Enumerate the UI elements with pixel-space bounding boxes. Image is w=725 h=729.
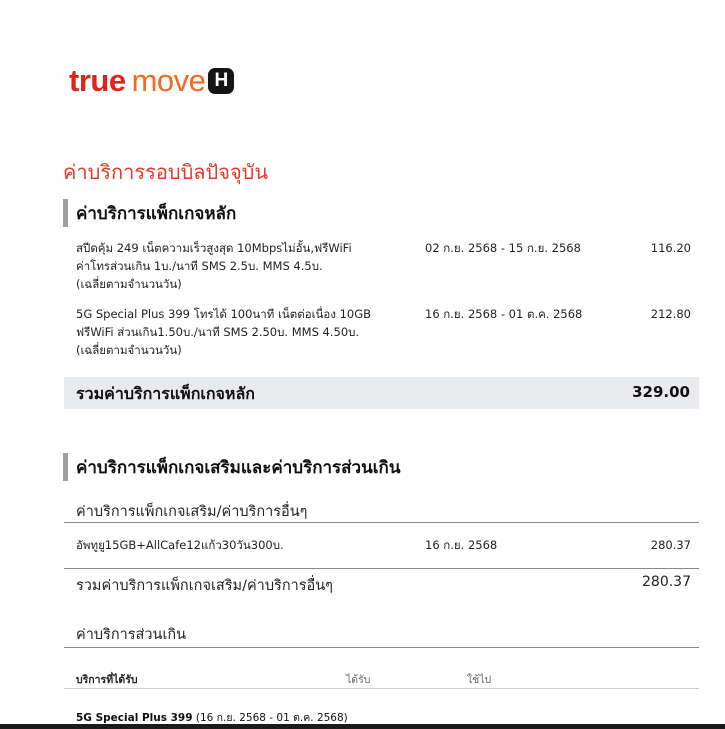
section-accent-bar — [63, 199, 68, 227]
divider — [64, 647, 699, 648]
addon-description: อัพทูยู15GB+AllCafe12แก้ว30วัน300บ. — [76, 538, 284, 552]
package-desc-line: ฟรีWiFi ส่วนเกิน1.50บ./นาที SMS 2.50บ. MMS 4.50บ. — [76, 325, 360, 339]
package-period: 16 ก.ย. 2568 - 01 ต.ค. 2568 — [425, 307, 583, 321]
package-row — [76, 305, 691, 361]
divider — [64, 522, 699, 523]
addon-total-value: 280.37 — [642, 574, 691, 590]
package-desc-line: 5G Special Plus 399 โทรได้ 100นาที เน็ตต่อเนื่อง 10GB — [76, 307, 372, 321]
package-desc-line: (เฉลี่ยตามจำนวนวัน) — [76, 343, 182, 357]
addon-period: 16 ก.ย. 2568 — [425, 538, 498, 552]
overage-subtitle: ค่าบริการส่วนเกิน — [76, 627, 187, 643]
addon-total-label: รวมค่าบริการแพ็กเกจเสริม/ค่าบริการอื่นๆ — [76, 578, 333, 594]
column-service: บริการที่ได้รับ — [76, 674, 138, 686]
overage-package-period: (16 ก.ย. 2568 - 01 ต.ค. 2568) — [195, 712, 348, 724]
package-desc-line: สปีดคุ้ม 249 เน็ตความเร็วสูงสุด 10Mbpsไม่อั้น,ฟรีWiFi — [76, 241, 352, 255]
main-package-total-row — [64, 377, 699, 409]
section-accent-bar — [63, 453, 68, 481]
truemove-h-logo — [69, 64, 234, 98]
package-desc-line: (เฉลี่ยตามจำนวนวัน) — [76, 277, 182, 291]
main-package-title: ค่าบริการแพ็กเกจหลัก — [76, 203, 237, 224]
divider — [64, 688, 699, 689]
overage-package-name: 5G Special Plus 399 — [76, 712, 193, 724]
main-package-section-title — [63, 199, 236, 227]
package-period: 02 ก.ย. 2568 - 15 ก.ย. 2568 — [425, 241, 581, 255]
package-description — [76, 239, 406, 293]
page-heading: ค่าบริการรอบบิลปัจจุบัน — [63, 160, 269, 184]
package-desc-line: ค่าโทรส่วนเกิน 1บ./นาที SMS 2.5บ. MMS 4.5บ. — [76, 259, 323, 273]
column-used: ใช้ไป — [467, 674, 492, 686]
package-amount: 116.20 — [650, 241, 691, 255]
addon-total-row — [76, 574, 691, 594]
addon-subtitle: ค่าบริการแพ็กเกจเสริม/ค่าบริการอื่นๆ — [76, 504, 308, 520]
package-amount: 212.80 — [650, 307, 691, 321]
logo-true-text: true — [69, 63, 126, 98]
logo-h-badge-icon: H — [208, 68, 234, 94]
bottom-edge-bar — [0, 724, 725, 729]
package-row — [76, 239, 691, 295]
extra-section-title — [63, 453, 400, 481]
logo-move-text: move — [131, 63, 206, 98]
addon-row — [76, 536, 691, 554]
overage-column-header — [76, 671, 695, 685]
addon-amount: 280.37 — [650, 538, 691, 552]
main-package-total-label: รวมค่าบริการแพ็กเกจหลัก — [76, 384, 255, 403]
main-package-total-value: 329.00 — [632, 383, 690, 401]
extra-title: ค่าบริการแพ็กเกจเสริมและค่าบริการส่วนเกิน — [76, 457, 401, 478]
divider — [64, 568, 699, 569]
column-received: ได้รับ — [346, 674, 371, 686]
package-description — [76, 305, 406, 359]
